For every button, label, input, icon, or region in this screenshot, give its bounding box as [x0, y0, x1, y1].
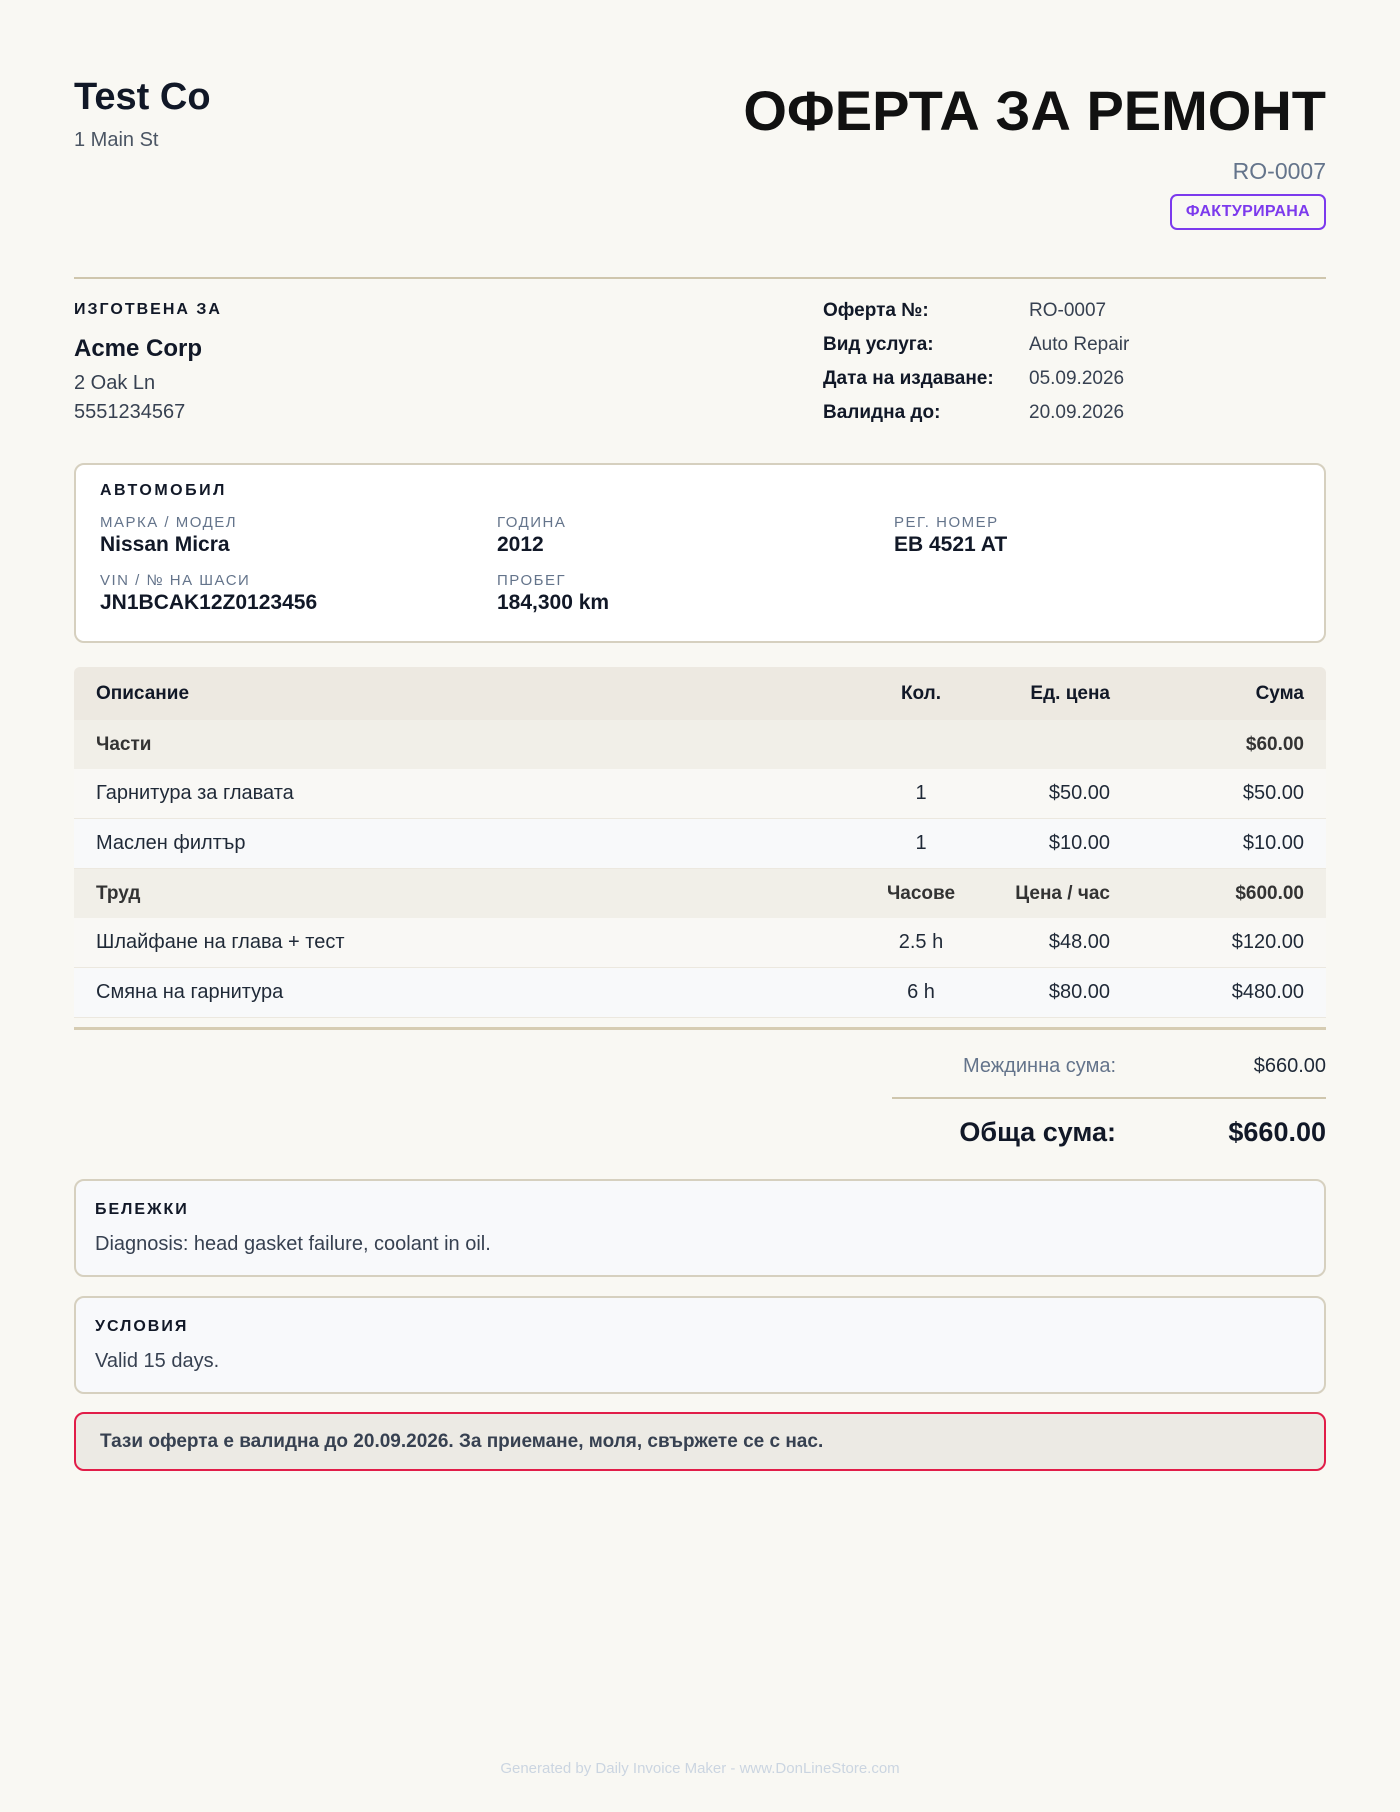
meta-value: 20.09.2026	[1029, 402, 1125, 423]
totals-divider	[892, 1097, 1326, 1099]
item-amount: $10.00	[1242, 832, 1304, 854]
group-label: Части	[96, 734, 152, 755]
client-address: 2 Oak Ln	[74, 372, 156, 394]
document-page	[74, 0, 1326, 1812]
item-unit-price: $50.00	[1048, 782, 1110, 804]
status-badge: ФАКТУРИРАНА	[1170, 194, 1326, 230]
client-name: Acme Corp	[74, 335, 203, 362]
vehicle-year	[497, 514, 566, 557]
table-header	[74, 667, 1326, 720]
meta-value: Auto Repair	[1029, 334, 1130, 355]
validity-notice: Тази оферта е валидна до 20.09.2026. За приемане, моля, свържете се с нас.	[74, 1412, 1326, 1471]
item-qty: 1	[915, 832, 927, 854]
item-qty: 1	[915, 782, 927, 804]
group-rate-header: Цена / час	[1015, 883, 1110, 904]
vehicle-plate	[894, 514, 1007, 557]
header-description: Описание	[96, 683, 190, 704]
field-label: МАРКА / МОДЕЛ	[100, 514, 238, 531]
field-value: EB 4521 AT	[894, 533, 1008, 556]
header-divider	[74, 277, 1326, 279]
item-qty: 6 h	[907, 981, 935, 1003]
meta-row-service-type	[823, 334, 1326, 368]
subtotal-label: Междинна сума:	[963, 1055, 1116, 1077]
group-hours-header: Часове	[886, 883, 956, 904]
notes-text: Diagnosis: head gasket failure, coolant in oil.	[95, 1233, 491, 1255]
meta-row-valid-until	[823, 402, 1326, 436]
header-amount: Сума	[1255, 683, 1304, 704]
vehicle-title: АВТОМОБИЛ	[100, 482, 227, 499]
group-row-parts	[74, 720, 1326, 769]
table-row	[74, 819, 1326, 869]
meta-row-offer-number	[823, 300, 1326, 334]
item-description: Смяна на гарнитура	[96, 981, 284, 1003]
meta-label: Оферта №:	[823, 300, 929, 321]
vehicle-vin	[100, 572, 317, 615]
group-row-labor	[74, 869, 1326, 918]
item-unit-price: $48.00	[1048, 931, 1110, 953]
document-number: RO-0007	[1232, 158, 1326, 184]
bill-to-label: ИЗГОТВЕНА ЗА	[74, 301, 222, 318]
field-value: 184,300 km	[497, 591, 610, 614]
meta-value: 05.09.2026	[1029, 368, 1125, 389]
item-amount: $480.00	[1231, 981, 1304, 1003]
subtotal-value: $660.00	[1253, 1055, 1326, 1077]
vehicle-box	[74, 463, 1326, 643]
meta-label: Вид услуга:	[823, 334, 934, 355]
total-value: $660.00	[1228, 1117, 1326, 1147]
field-value: Nissan Micra	[100, 533, 230, 556]
item-unit-price: $80.00	[1048, 981, 1110, 1003]
meta-value: RO-0007	[1029, 300, 1107, 321]
item-description: Маслен филтър	[96, 832, 246, 854]
items-table	[74, 667, 1326, 1018]
group-total: $600.00	[1235, 883, 1304, 904]
header-unit-price: Ед. цена	[1030, 683, 1110, 704]
table-bottom-divider	[74, 1027, 1326, 1030]
field-label: ПРОБЕГ	[497, 572, 567, 589]
group-total: $60.00	[1245, 734, 1304, 755]
field-label: VIN / № НА ШАСИ	[100, 572, 251, 589]
header-qty: Кол.	[900, 683, 942, 704]
item-description: Гарнитура за главата	[96, 782, 294, 804]
field-label: ГОДИНА	[497, 514, 567, 531]
document-meta	[823, 300, 1326, 436]
group-label: Труд	[96, 883, 141, 904]
meta-label: Валидна до:	[823, 402, 941, 423]
item-qty: 2.5 h	[898, 931, 944, 953]
notes-title: БЕЛЕЖКИ	[95, 1201, 189, 1218]
company-address: 1 Main St	[74, 129, 159, 151]
client-phone: 5551234567	[74, 401, 186, 423]
notes-box	[74, 1179, 1326, 1277]
field-value: JN1BCAK12Z0123456	[100, 591, 318, 614]
table-row	[74, 769, 1326, 819]
terms-box	[74, 1296, 1326, 1394]
item-unit-price: $10.00	[1048, 832, 1110, 854]
total-label: Обща сума:	[959, 1117, 1116, 1147]
table-row	[74, 968, 1326, 1018]
field-label: РЕГ. НОМЕР	[894, 514, 999, 531]
item-description: Шлайфане на глава + тест	[96, 931, 345, 953]
vehicle-make-model	[100, 514, 237, 557]
document-title: ОФЕРТА ЗА РЕМОНТ	[743, 79, 1326, 142]
vehicle-mileage	[497, 572, 609, 615]
company-name: Test Co	[74, 76, 211, 118]
field-value: 2012	[497, 533, 544, 556]
meta-row-issue-date	[823, 368, 1326, 402]
terms-title: УСЛОВИЯ	[95, 1318, 189, 1335]
item-amount: $50.00	[1242, 782, 1304, 804]
meta-label: Дата на издаване:	[823, 368, 994, 389]
item-amount: $120.00	[1231, 931, 1304, 953]
footer-credit: Generated by Daily Invoice Maker - www.DonLineStore.com	[500, 1760, 900, 1777]
terms-text: Valid 15 days.	[95, 1350, 220, 1372]
table-row	[74, 918, 1326, 968]
